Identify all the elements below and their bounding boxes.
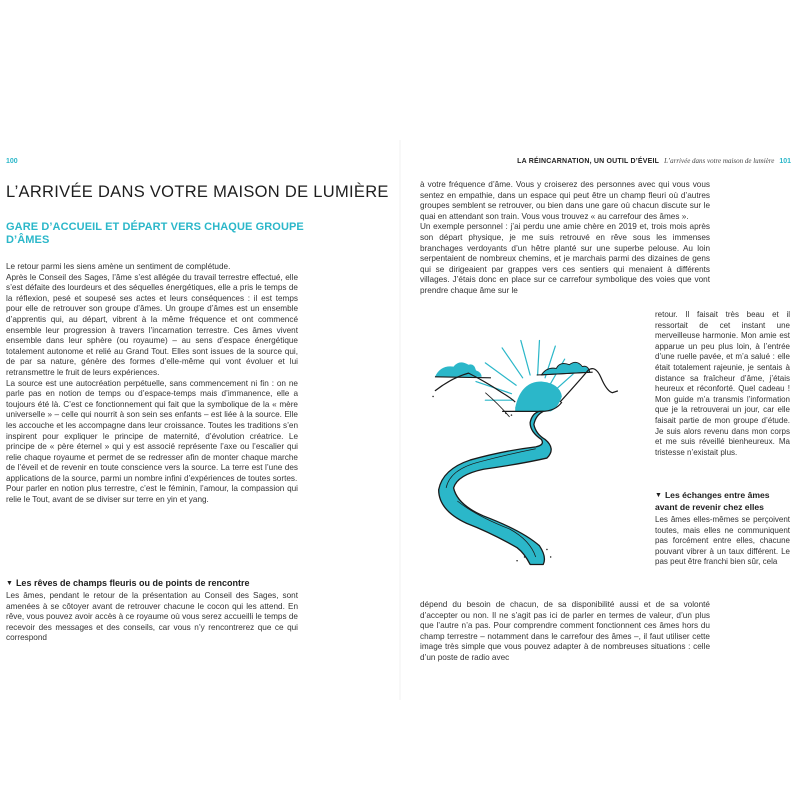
paragraph: La source est une autocréation perpétuelle, sans commencement ni fin : on ne parle pas en notion de temps ou d’espace-temps mais d’immanence, elle a toujours été là. C’est ce fonctionnement qui fait que la symbolique de la « mère universelle » – celle qui nourrit à son sein ses enfants – est liée à la source. Elle les accouche et les accompagne dans leur croissance. Toutes les traditions s’en inspirent pour expliquer le principe de maternité, d’évolution créatrice. Le principe de « père éternel » qui y est associé représente l’axe ou l’escalier qui relie chaque royaume et permet de se redresser afin de monter chaque marche de l’éveil et de revenir en toute conscience vers la source. La terre est l’une des applications de la source, parmi un nombre infini d’expériences de toutes sortes. — [6, 378, 298, 483]
paragraph: Les âmes, pendant le retour de la présentation au Conseil des Sages, sont amenées à se côtoyer avant de retrouver chacune le cocon qui les attend. En rêve, vous pouvez avoir accès à ce royaume où vous serez accueilli le temps de recevoir des messages et des conseils, car vous n’y rencontrerez que ce qui correspond — [6, 591, 298, 643]
chapter-title: L’ARRIVÉE DANS VOTRE MAISON DE LUMIÈRE — [6, 183, 389, 201]
page-number-left: 100 — [6, 158, 18, 165]
page-number-right: 101 — [779, 158, 791, 165]
paragraph: Les âmes elles-mêmes se perçoivent toutes, mais elles ne communiquent pas forcément entre elles, chacune pouvant vibrer à un taux différent. Le pas peut être franchi bien sûr, cela — [655, 515, 790, 567]
triangle-down-icon: ▼ — [6, 580, 13, 587]
paragraph: dépend du besoin de chacun, de sa disponibilité aussi et de sa volonté d’accepter ou non. Il ne s’agit pas ici de parler en termes de valeur, d’un plus que l’autre n’a pas. Pour comprendre comment fonctionnent ces âmes hors du champ terrestre – notamment dans le carrefour des âmes –, il faut utiliser cette image très simple que vous pouvez adapter à de nombreuses situations : celle d’un poste de radio avec — [420, 600, 710, 662]
running-head-section: L’arrivée dans votre maison de lumière — [664, 157, 775, 165]
right-body-top — [420, 180, 710, 297]
subsection-heading-2 — [655, 490, 790, 512]
paragraph: Pour parler en notion plus terrestre, c’est le féminin, l’amour, la compassion qui relie le Tout, avant de se diviser sur terre en yin et yang. — [6, 484, 298, 505]
paragraph: à votre fréquence d’âme. Vous y croiserez des personnes avec qui vous vous sentez en empathie, dans un espace qui peut être un champ fleuri où d’autres groupes semblent se retrouver, ou bien dans une gare où chacun discute sur le quai en attendant son train. Vous vous trouvez « au carrefour des âmes ». — [420, 180, 710, 221]
paragraph: Après le Conseil des Sages, l’âme s’est allégée du travail terrestre effectué, elle s’est défaite des lourdeurs et des séquelles énergétiques, elle a pris le temps de la réflexion, pesé et soupesé ses actes et leurs conséquences : il est temps pour elle de retrouver son groupe d’âmes. Un groupe d’âmes est un ensemble d’apprentis qui, au départ, vibrent à la même fréquence et ont commencé ensemble leur progression à travers l’incarnation terrestre. Ces âmes vivent ensemble dans leur sphère (ou royaume) – au sens d’espace énergétique totalement autonome et relié au Grand Tout. Elles sont issues de la source qui, de par sa nature, génère des formes d’elle-même qui vont évoluer et lui retransmettre le fruit de leurs expériences. — [6, 272, 298, 377]
right-body-narrow — [655, 310, 790, 458]
subsection-heading-1 — [6, 578, 306, 589]
running-head — [517, 157, 791, 165]
cloud-left-icon — [435, 362, 482, 377]
river-icon — [439, 411, 552, 564]
paragraph: retour. Il faisait très beau et il ressortait de cet instant une merveilleuse harmonie. Mon amie est apparue un peu plus loin, à l’entrée d’une ruelle pavée, et m’a salué : elle était totalement rajeunie, je sentais à distance sa fraîcheur d’âme, j’étais heureux et réconforté. Quel cadeau ! Mon guide m’a transmis l’information que je la retrouverai un jour, car elle faisait partie de mon groupe d’étude. Je suis alors revenu dans mon corps et me suis réveillé bienheureux. Ma tristesse n’existait plus. — [655, 310, 790, 457]
triangle-down-icon: ▼ — [655, 492, 662, 499]
sun-icon — [515, 382, 562, 412]
running-head-chapter: LA RÉINCARNATION, UN OUTIL D’ÉVEIL — [517, 158, 660, 165]
paragraph: Le retour parmi les siens amène un sentiment de complétude. — [6, 262, 231, 271]
left-body-column — [6, 262, 298, 506]
paragraph: Un exemple personnel : j’ai perdu une amie chère en 2019 et, trois mois après son départ physique, je me suis retrouvé en rêve sous les immenses branchages verdoyants d’un hêtre planté sur une superbe pelouse. Au loin serpentaient de nombreux chemins, et je marchais parmi des dizaines de gens qui se dirigeaient par grappes vers ces sentiers qui menaient à différents villages. J’étais donc en place sur ce carrefour symbolique des voies que vont prendre chaque âme sur le — [420, 222, 710, 295]
winding-river-sunrise-illustration — [420, 320, 644, 570]
subsection-title: Les rêves de champs fleuris ou de points de rencontre — [15, 578, 250, 588]
section-title: GARE D’ACCUEIL ET DÉPART VERS CHAQUE GROUPE D’ÂMES — [6, 221, 304, 246]
subsection-title: Les échanges entre âmes avant de revenir chez elles — [655, 490, 770, 512]
